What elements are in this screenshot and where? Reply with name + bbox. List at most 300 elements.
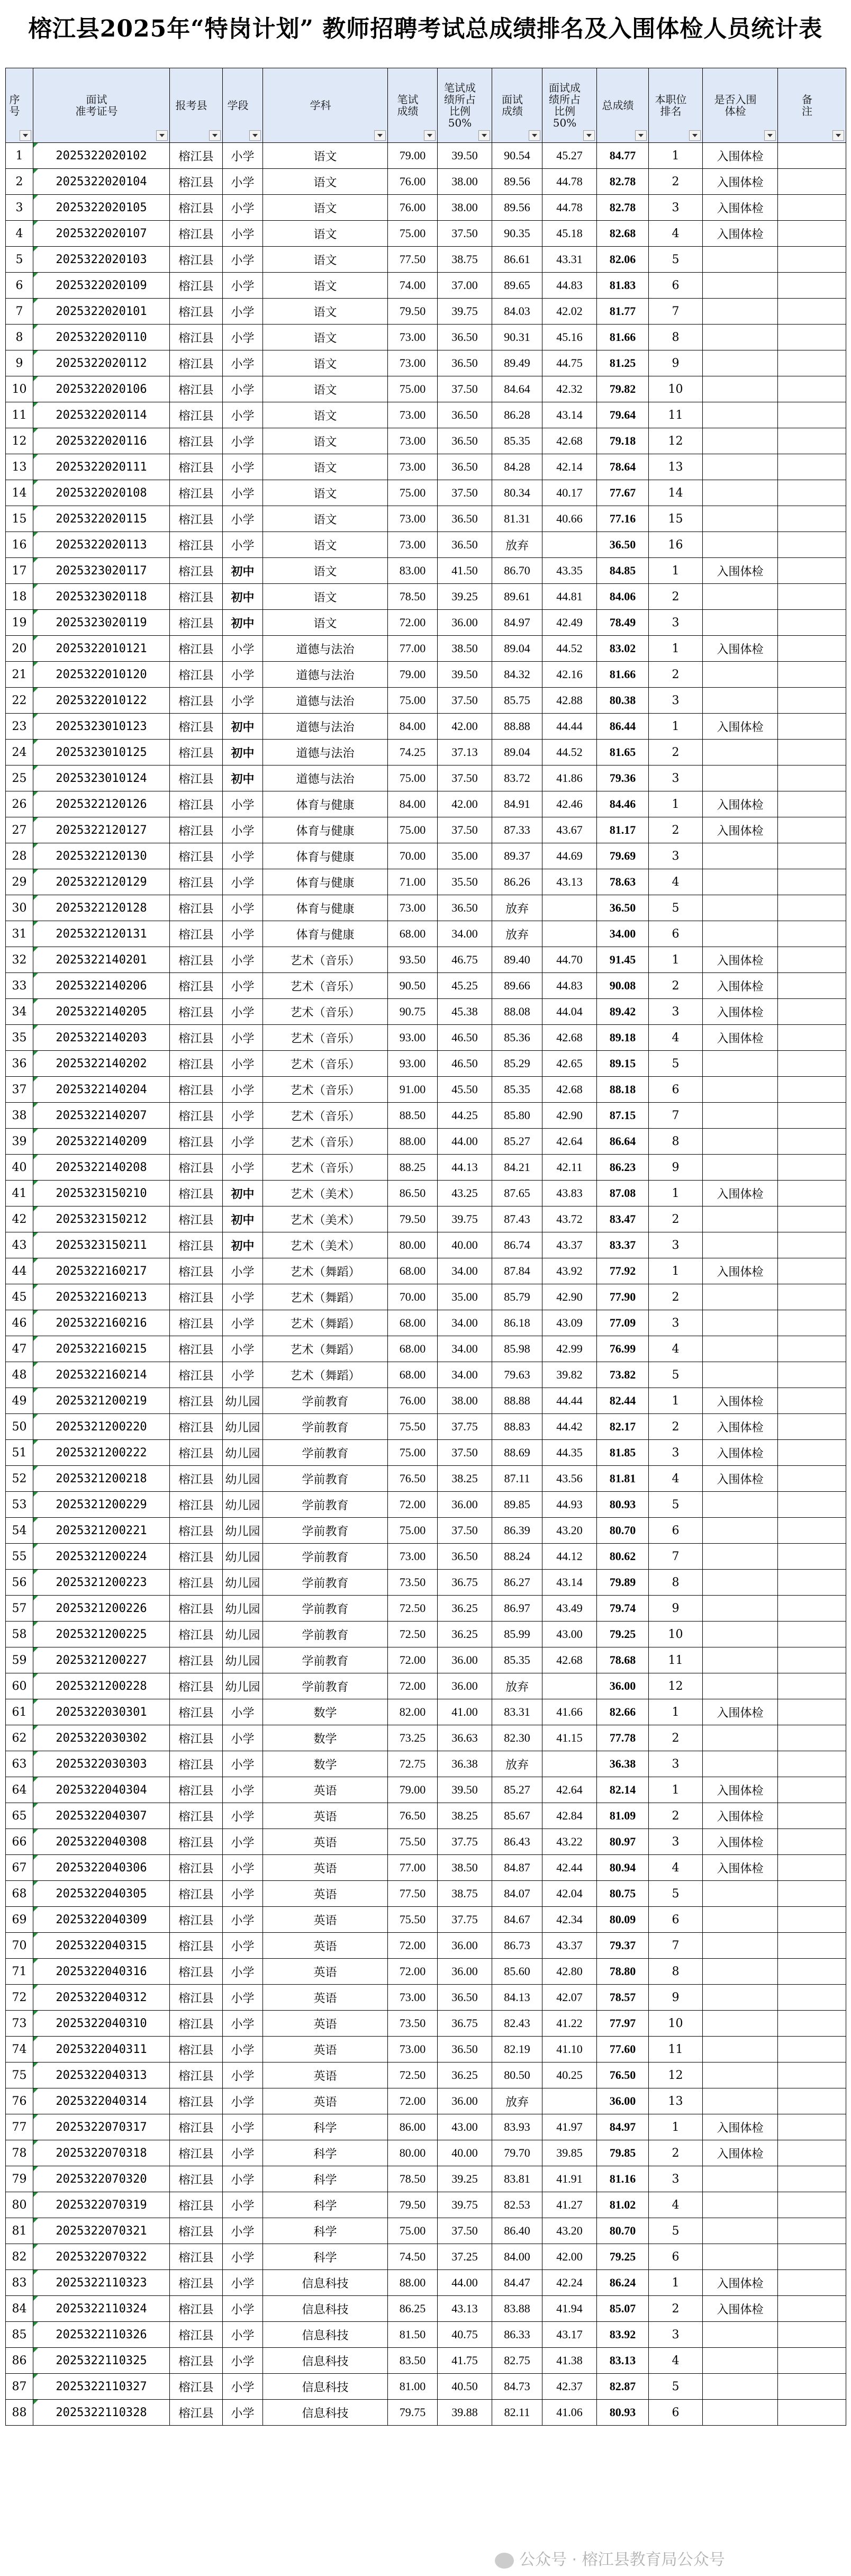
cell-written-score[interactable]: 79.75 bbox=[388, 2400, 438, 2426]
cell-county[interactable]: 榕江县 bbox=[170, 247, 223, 273]
cell-subject[interactable]: 英语 bbox=[263, 1933, 388, 1959]
cell-written-score[interactable]: 79.00 bbox=[388, 1777, 438, 1803]
cell-seq[interactable]: 88 bbox=[6, 2400, 33, 2426]
cell-total[interactable]: 85.07 bbox=[597, 2296, 649, 2322]
cell-physical-exam[interactable] bbox=[703, 1751, 778, 1777]
cell-rank[interactable]: 5 bbox=[649, 895, 703, 921]
filter-dropdown-icon[interactable] bbox=[156, 130, 168, 141]
cell-written-50[interactable]: 42.00 bbox=[438, 791, 492, 817]
cell-subject[interactable]: 学前教育 bbox=[263, 1492, 388, 1518]
cell-seq[interactable]: 69 bbox=[6, 1907, 33, 1933]
cell-county[interactable]: 榕江县 bbox=[170, 454, 223, 480]
cell-seq[interactable]: 55 bbox=[6, 1544, 33, 1570]
cell-written-50[interactable]: 37.75 bbox=[438, 1829, 492, 1855]
cell-interview-50[interactable]: 43.13 bbox=[542, 869, 597, 895]
cell-total[interactable]: 80.93 bbox=[597, 1492, 649, 1518]
cell-remark[interactable] bbox=[778, 1725, 846, 1751]
cell-rank[interactable]: 11 bbox=[649, 2037, 703, 2062]
cell-written-50[interactable]: 37.50 bbox=[438, 376, 492, 402]
cell-written-50[interactable]: 37.50 bbox=[438, 688, 492, 714]
cell-total[interactable]: 89.18 bbox=[597, 1025, 649, 1051]
cell-seq[interactable]: 53 bbox=[6, 1492, 33, 1518]
cell-exam-id[interactable]: 2025322120128 bbox=[33, 895, 170, 921]
cell-rank[interactable]: 3 bbox=[649, 1310, 703, 1336]
cell-written-50[interactable]: 37.50 bbox=[438, 221, 492, 247]
cell-written-score[interactable]: 72.50 bbox=[388, 1596, 438, 1622]
cell-county[interactable]: 榕江县 bbox=[170, 1881, 223, 1907]
cell-written-score[interactable]: 70.00 bbox=[388, 843, 438, 869]
cell-remark[interactable] bbox=[778, 1414, 846, 1440]
cell-total[interactable]: 81.02 bbox=[597, 2192, 649, 2218]
cell-interview-score[interactable]: 83.93 bbox=[492, 2114, 542, 2140]
cell-subject[interactable]: 科学 bbox=[263, 2192, 388, 2218]
cell-total[interactable]: 81.81 bbox=[597, 1466, 649, 1492]
cell-written-50[interactable]: 44.13 bbox=[438, 1155, 492, 1181]
cell-stage[interactable]: 小学 bbox=[223, 1336, 263, 1362]
cell-exam-id[interactable]: 2025322010122 bbox=[33, 688, 170, 714]
cell-exam-id[interactable]: 2025322020114 bbox=[33, 402, 170, 428]
cell-interview-score[interactable]: 85.80 bbox=[492, 1103, 542, 1129]
cell-county[interactable]: 榕江县 bbox=[170, 1129, 223, 1155]
cell-remark[interactable] bbox=[778, 2166, 846, 2192]
cell-physical-exam[interactable]: 入围体检 bbox=[703, 1181, 778, 1206]
cell-remark[interactable] bbox=[778, 143, 846, 169]
cell-county[interactable]: 榕江县 bbox=[170, 1544, 223, 1570]
cell-county[interactable]: 榕江县 bbox=[170, 2218, 223, 2244]
cell-interview-50[interactable]: 43.92 bbox=[542, 1258, 597, 1284]
cell-exam-id[interactable]: 2025321200219 bbox=[33, 1388, 170, 1414]
cell-seq[interactable]: 80 bbox=[6, 2192, 33, 2218]
filter-dropdown-icon[interactable] bbox=[20, 130, 31, 141]
cell-exam-id[interactable]: 2025322160216 bbox=[33, 1310, 170, 1336]
cell-interview-score[interactable]: 85.67 bbox=[492, 1803, 542, 1829]
cell-written-50[interactable]: 39.25 bbox=[438, 2166, 492, 2192]
cell-rank[interactable]: 16 bbox=[649, 532, 703, 558]
cell-seq[interactable]: 15 bbox=[6, 506, 33, 532]
cell-seq[interactable]: 11 bbox=[6, 402, 33, 428]
cell-county[interactable]: 榕江县 bbox=[170, 895, 223, 921]
cell-exam-id[interactable]: 2025321200223 bbox=[33, 1570, 170, 1596]
cell-written-score[interactable]: 81.00 bbox=[388, 2374, 438, 2400]
cell-county[interactable]: 榕江县 bbox=[170, 2140, 223, 2166]
cell-physical-exam[interactable] bbox=[703, 480, 778, 506]
cell-stage[interactable]: 幼儿园 bbox=[223, 1647, 263, 1673]
cell-written-50[interactable]: 36.50 bbox=[438, 402, 492, 428]
cell-physical-exam[interactable] bbox=[703, 2400, 778, 2426]
cell-seq[interactable]: 44 bbox=[6, 1258, 33, 1284]
cell-subject[interactable]: 语文 bbox=[263, 143, 388, 169]
cell-stage[interactable]: 小学 bbox=[223, 299, 263, 325]
cell-subject[interactable]: 学前教育 bbox=[263, 1622, 388, 1647]
cell-rank[interactable]: 1 bbox=[649, 1777, 703, 1803]
cell-written-score[interactable]: 75.00 bbox=[388, 817, 438, 843]
cell-remark[interactable] bbox=[778, 2114, 846, 2140]
cell-stage[interactable]: 小学 bbox=[223, 1077, 263, 1103]
cell-seq[interactable]: 23 bbox=[6, 714, 33, 740]
cell-total[interactable]: 80.38 bbox=[597, 688, 649, 714]
cell-exam-id[interactable]: 2025323020118 bbox=[33, 584, 170, 610]
cell-physical-exam[interactable]: 入围体检 bbox=[703, 2114, 778, 2140]
cell-physical-exam[interactable]: 入围体检 bbox=[703, 1803, 778, 1829]
cell-stage[interactable]: 小学 bbox=[223, 1907, 263, 1933]
cell-subject[interactable]: 英语 bbox=[263, 2088, 388, 2114]
cell-subject[interactable]: 道德与法治 bbox=[263, 662, 388, 688]
cell-stage[interactable]: 小学 bbox=[223, 2322, 263, 2348]
cell-rank[interactable]: 3 bbox=[649, 195, 703, 221]
cell-stage[interactable]: 初中 bbox=[223, 740, 263, 765]
cell-physical-exam[interactable]: 入围体检 bbox=[703, 817, 778, 843]
cell-seq[interactable]: 30 bbox=[6, 895, 33, 921]
cell-remark[interactable] bbox=[778, 636, 846, 662]
cell-interview-50[interactable]: 41.66 bbox=[542, 1699, 597, 1725]
cell-written-score[interactable]: 90.75 bbox=[388, 999, 438, 1025]
cell-interview-50[interactable]: 41.91 bbox=[542, 2166, 597, 2192]
cell-total[interactable]: 86.44 bbox=[597, 714, 649, 740]
cell-rank[interactable]: 4 bbox=[649, 869, 703, 895]
cell-stage[interactable]: 小学 bbox=[223, 1751, 263, 1777]
cell-subject[interactable]: 学前教育 bbox=[263, 1544, 388, 1570]
cell-remark[interactable] bbox=[778, 2088, 846, 2114]
cell-written-score[interactable]: 68.00 bbox=[388, 1258, 438, 1284]
cell-rank[interactable]: 3 bbox=[649, 843, 703, 869]
cell-subject[interactable]: 信息科技 bbox=[263, 2400, 388, 2426]
cell-written-score[interactable]: 76.50 bbox=[388, 1803, 438, 1829]
cell-written-50[interactable]: 39.75 bbox=[438, 2192, 492, 2218]
cell-stage[interactable]: 小学 bbox=[223, 2244, 263, 2270]
cell-written-score[interactable]: 72.00 bbox=[388, 1673, 438, 1699]
cell-interview-50[interactable]: 42.02 bbox=[542, 299, 597, 325]
cell-remark[interactable] bbox=[778, 1232, 846, 1258]
cell-county[interactable]: 榕江县 bbox=[170, 506, 223, 532]
cell-interview-score[interactable]: 86.74 bbox=[492, 1232, 542, 1258]
cell-subject[interactable]: 英语 bbox=[263, 1959, 388, 1985]
cell-total[interactable]: 77.97 bbox=[597, 2011, 649, 2037]
cell-interview-50[interactable]: 44.83 bbox=[542, 973, 597, 999]
cell-physical-exam[interactable] bbox=[703, 1284, 778, 1310]
cell-interview-50[interactable] bbox=[542, 532, 597, 558]
filter-dropdown-icon[interactable] bbox=[635, 130, 647, 141]
cell-county[interactable]: 榕江县 bbox=[170, 1440, 223, 1466]
cell-exam-id[interactable]: 2025322160217 bbox=[33, 1258, 170, 1284]
cell-written-50[interactable]: 36.50 bbox=[438, 428, 492, 454]
cell-total[interactable]: 78.64 bbox=[597, 454, 649, 480]
cell-written-50[interactable]: 36.75 bbox=[438, 2011, 492, 2037]
cell-written-score[interactable]: 88.00 bbox=[388, 1129, 438, 1155]
cell-county[interactable]: 榕江县 bbox=[170, 480, 223, 506]
cell-stage[interactable]: 小学 bbox=[223, 2114, 263, 2140]
cell-seq[interactable]: 46 bbox=[6, 1310, 33, 1336]
cell-interview-score[interactable]: 83.88 bbox=[492, 2296, 542, 2322]
cell-interview-50[interactable]: 42.84 bbox=[542, 1803, 597, 1829]
cell-written-score[interactable]: 75.00 bbox=[388, 480, 438, 506]
cell-written-50[interactable]: 37.50 bbox=[438, 480, 492, 506]
cell-interview-score[interactable]: 84.21 bbox=[492, 1155, 542, 1181]
cell-county[interactable]: 榕江县 bbox=[170, 610, 223, 636]
cell-seq[interactable]: 26 bbox=[6, 791, 33, 817]
cell-exam-id[interactable]: 2025322040316 bbox=[33, 1959, 170, 1985]
cell-physical-exam[interactable] bbox=[703, 1570, 778, 1596]
cell-county[interactable]: 榕江县 bbox=[170, 2011, 223, 2037]
cell-interview-50[interactable]: 42.46 bbox=[542, 791, 597, 817]
cell-written-score[interactable]: 79.50 bbox=[388, 1206, 438, 1232]
cell-written-50[interactable]: 36.50 bbox=[438, 350, 492, 376]
cell-interview-score[interactable]: 85.60 bbox=[492, 1959, 542, 1985]
cell-interview-score[interactable]: 88.69 bbox=[492, 1440, 542, 1466]
cell-written-score[interactable]: 74.50 bbox=[388, 2244, 438, 2270]
cell-subject[interactable]: 科学 bbox=[263, 2140, 388, 2166]
cell-county[interactable]: 榕江县 bbox=[170, 350, 223, 376]
cell-written-50[interactable]: 43.13 bbox=[438, 2296, 492, 2322]
cell-written-score[interactable]: 75.50 bbox=[388, 1907, 438, 1933]
cell-written-50[interactable]: 39.50 bbox=[438, 1777, 492, 1803]
cell-written-score[interactable]: 72.75 bbox=[388, 1751, 438, 1777]
cell-written-50[interactable]: 46.50 bbox=[438, 1051, 492, 1077]
cell-interview-score[interactable]: 89.04 bbox=[492, 636, 542, 662]
cell-exam-id[interactable]: 2025323020119 bbox=[33, 610, 170, 636]
cell-written-score[interactable]: 73.00 bbox=[388, 350, 438, 376]
cell-interview-50[interactable]: 44.83 bbox=[542, 273, 597, 299]
cell-interview-50[interactable]: 44.35 bbox=[542, 1440, 597, 1466]
cell-written-50[interactable]: 35.50 bbox=[438, 869, 492, 895]
cell-physical-exam[interactable]: 入围体检 bbox=[703, 973, 778, 999]
cell-interview-50[interactable]: 42.16 bbox=[542, 662, 597, 688]
cell-written-50[interactable]: 46.50 bbox=[438, 1025, 492, 1051]
cell-interview-score[interactable]: 85.35 bbox=[492, 428, 542, 454]
cell-total[interactable]: 78.49 bbox=[597, 610, 649, 636]
cell-written-50[interactable]: 45.25 bbox=[438, 973, 492, 999]
cell-written-50[interactable]: 38.00 bbox=[438, 169, 492, 195]
cell-interview-50[interactable]: 43.56 bbox=[542, 1466, 597, 1492]
cell-subject[interactable]: 英语 bbox=[263, 1907, 388, 1933]
cell-written-score[interactable]: 73.00 bbox=[388, 532, 438, 558]
cell-physical-exam[interactable] bbox=[703, 1336, 778, 1362]
cell-interview-50[interactable]: 41.10 bbox=[542, 2037, 597, 2062]
cell-seq[interactable]: 43 bbox=[6, 1232, 33, 1258]
cell-written-50[interactable]: 36.50 bbox=[438, 1985, 492, 2011]
cell-county[interactable]: 榕江县 bbox=[170, 2088, 223, 2114]
cell-rank[interactable]: 6 bbox=[649, 2400, 703, 2426]
cell-written-score[interactable]: 82.00 bbox=[388, 1699, 438, 1725]
cell-exam-id[interactable]: 2025322120127 bbox=[33, 817, 170, 843]
cell-rank[interactable]: 5 bbox=[649, 247, 703, 273]
cell-exam-id[interactable]: 2025322110324 bbox=[33, 2296, 170, 2322]
cell-physical-exam[interactable] bbox=[703, 1907, 778, 1933]
cell-written-50[interactable]: 36.38 bbox=[438, 1751, 492, 1777]
cell-remark[interactable] bbox=[778, 2374, 846, 2400]
cell-interview-50[interactable]: 41.97 bbox=[542, 2114, 597, 2140]
cell-interview-50[interactable]: 45.16 bbox=[542, 325, 597, 350]
cell-interview-score[interactable]: 80.50 bbox=[492, 2062, 542, 2088]
cell-seq[interactable]: 51 bbox=[6, 1440, 33, 1466]
cell-interview-score[interactable]: 79.70 bbox=[492, 2140, 542, 2166]
cell-written-50[interactable]: 36.50 bbox=[438, 1544, 492, 1570]
cell-stage[interactable]: 初中 bbox=[223, 714, 263, 740]
cell-county[interactable]: 榕江县 bbox=[170, 1492, 223, 1518]
cell-exam-id[interactable]: 2025322110328 bbox=[33, 2400, 170, 2426]
cell-total[interactable]: 77.78 bbox=[597, 1725, 649, 1751]
cell-rank[interactable]: 1 bbox=[649, 1181, 703, 1206]
cell-interview-50[interactable]: 42.68 bbox=[542, 428, 597, 454]
cell-written-score[interactable]: 73.00 bbox=[388, 1544, 438, 1570]
cell-written-score[interactable]: 73.00 bbox=[388, 402, 438, 428]
cell-rank[interactable]: 4 bbox=[649, 221, 703, 247]
cell-rank[interactable]: 2 bbox=[649, 1206, 703, 1232]
cell-rank[interactable]: 3 bbox=[649, 1829, 703, 1855]
cell-stage[interactable]: 小学 bbox=[223, 1310, 263, 1336]
cell-written-50[interactable]: 37.75 bbox=[438, 1907, 492, 1933]
cell-physical-exam[interactable] bbox=[703, 2192, 778, 2218]
cell-interview-score[interactable]: 84.13 bbox=[492, 1985, 542, 2011]
cell-county[interactable]: 榕江县 bbox=[170, 1829, 223, 1855]
cell-subject[interactable]: 信息科技 bbox=[263, 2348, 388, 2374]
cell-interview-score[interactable]: 89.61 bbox=[492, 584, 542, 610]
cell-total[interactable]: 82.14 bbox=[597, 1777, 649, 1803]
cell-interview-score[interactable]: 79.63 bbox=[492, 1362, 542, 1388]
cell-stage[interactable]: 小学 bbox=[223, 1985, 263, 2011]
cell-rank[interactable]: 15 bbox=[649, 506, 703, 532]
cell-interview-score[interactable]: 放弃 bbox=[492, 532, 542, 558]
cell-total[interactable]: 79.69 bbox=[597, 843, 649, 869]
cell-total[interactable]: 90.08 bbox=[597, 973, 649, 999]
cell-written-score[interactable]: 79.50 bbox=[388, 2192, 438, 2218]
cell-total[interactable]: 76.99 bbox=[597, 1336, 649, 1362]
cell-subject[interactable]: 体育与健康 bbox=[263, 869, 388, 895]
cell-seq[interactable]: 13 bbox=[6, 454, 33, 480]
cell-stage[interactable]: 小学 bbox=[223, 2400, 263, 2426]
cell-written-score[interactable]: 75.00 bbox=[388, 765, 438, 791]
cell-total[interactable]: 82.68 bbox=[597, 221, 649, 247]
cell-interview-score[interactable]: 83.31 bbox=[492, 1699, 542, 1725]
cell-rank[interactable]: 4 bbox=[649, 1336, 703, 1362]
cell-written-50[interactable]: 44.25 bbox=[438, 1103, 492, 1129]
cell-interview-50[interactable] bbox=[542, 1673, 597, 1699]
cell-written-score[interactable]: 93.00 bbox=[388, 1051, 438, 1077]
cell-exam-id[interactable]: 2025323010123 bbox=[33, 714, 170, 740]
cell-remark[interactable] bbox=[778, 273, 846, 299]
cell-seq[interactable]: 28 bbox=[6, 843, 33, 869]
cell-interview-50[interactable]: 45.18 bbox=[542, 221, 597, 247]
cell-seq[interactable]: 70 bbox=[6, 1933, 33, 1959]
cell-interview-50[interactable] bbox=[542, 1751, 597, 1777]
cell-interview-score[interactable]: 82.53 bbox=[492, 2192, 542, 2218]
cell-interview-score[interactable]: 82.19 bbox=[492, 2037, 542, 2062]
cell-total[interactable]: 80.70 bbox=[597, 1518, 649, 1544]
cell-interview-50[interactable]: 41.38 bbox=[542, 2348, 597, 2374]
cell-remark[interactable] bbox=[778, 506, 846, 532]
cell-seq[interactable]: 74 bbox=[6, 2037, 33, 2062]
cell-interview-score[interactable]: 88.24 bbox=[492, 1544, 542, 1570]
cell-seq[interactable]: 82 bbox=[6, 2244, 33, 2270]
cell-remark[interactable] bbox=[778, 402, 846, 428]
cell-subject[interactable]: 道德与法治 bbox=[263, 636, 388, 662]
cell-remark[interactable] bbox=[778, 1206, 846, 1232]
cell-total[interactable]: 77.60 bbox=[597, 2037, 649, 2062]
cell-interview-score[interactable]: 89.66 bbox=[492, 973, 542, 999]
cell-rank[interactable]: 1 bbox=[649, 947, 703, 973]
cell-written-score[interactable]: 90.50 bbox=[388, 973, 438, 999]
cell-remark[interactable] bbox=[778, 1025, 846, 1051]
cell-stage[interactable]: 小学 bbox=[223, 402, 263, 428]
cell-exam-id[interactable]: 2025321200224 bbox=[33, 1544, 170, 1570]
cell-interview-score[interactable]: 84.67 bbox=[492, 1907, 542, 1933]
cell-rank[interactable]: 3 bbox=[649, 610, 703, 636]
cell-exam-id[interactable]: 2025322040310 bbox=[33, 2011, 170, 2037]
cell-written-50[interactable]: 40.75 bbox=[438, 2322, 492, 2348]
cell-subject[interactable]: 道德与法治 bbox=[263, 688, 388, 714]
cell-remark[interactable] bbox=[778, 2348, 846, 2374]
cell-interview-50[interactable]: 40.25 bbox=[542, 2062, 597, 2088]
cell-stage[interactable]: 幼儿园 bbox=[223, 1466, 263, 1492]
cell-interview-score[interactable]: 87.33 bbox=[492, 817, 542, 843]
cell-rank[interactable]: 2 bbox=[649, 973, 703, 999]
cell-total[interactable]: 81.66 bbox=[597, 325, 649, 350]
cell-interview-50[interactable]: 42.65 bbox=[542, 1051, 597, 1077]
cell-stage[interactable]: 小学 bbox=[223, 376, 263, 402]
cell-written-score[interactable]: 77.00 bbox=[388, 1855, 438, 1881]
cell-written-score[interactable]: 73.00 bbox=[388, 325, 438, 350]
cell-remark[interactable] bbox=[778, 2270, 846, 2296]
cell-interview-50[interactable]: 43.20 bbox=[542, 1518, 597, 1544]
cell-total[interactable]: 81.16 bbox=[597, 2166, 649, 2192]
cell-interview-50[interactable]: 42.14 bbox=[542, 454, 597, 480]
cell-stage[interactable]: 小学 bbox=[223, 1155, 263, 1181]
cell-county[interactable]: 榕江县 bbox=[170, 1077, 223, 1103]
cell-interview-score[interactable]: 85.29 bbox=[492, 1051, 542, 1077]
cell-remark[interactable] bbox=[778, 1777, 846, 1803]
filter-dropdown-icon[interactable] bbox=[764, 130, 776, 141]
cell-exam-id[interactable]: 2025323150211 bbox=[33, 1232, 170, 1258]
cell-written-50[interactable]: 38.00 bbox=[438, 195, 492, 221]
cell-interview-score[interactable]: 85.98 bbox=[492, 1336, 542, 1362]
cell-stage[interactable]: 小学 bbox=[223, 1025, 263, 1051]
filter-dropdown-icon[interactable] bbox=[529, 130, 540, 141]
cell-written-score[interactable]: 83.50 bbox=[388, 2348, 438, 2374]
cell-written-50[interactable]: 45.50 bbox=[438, 1077, 492, 1103]
cell-physical-exam[interactable]: 入围体检 bbox=[703, 791, 778, 817]
cell-seq[interactable]: 84 bbox=[6, 2296, 33, 2322]
cell-written-50[interactable]: 39.75 bbox=[438, 1206, 492, 1232]
cell-total[interactable]: 82.78 bbox=[597, 169, 649, 195]
cell-subject[interactable]: 艺术（音乐） bbox=[263, 947, 388, 973]
cell-physical-exam[interactable] bbox=[703, 299, 778, 325]
cell-written-50[interactable]: 34.00 bbox=[438, 1310, 492, 1336]
cell-county[interactable]: 榕江县 bbox=[170, 1155, 223, 1181]
cell-exam-id[interactable]: 2025321200227 bbox=[33, 1647, 170, 1673]
cell-subject[interactable]: 学前教育 bbox=[263, 1673, 388, 1699]
cell-physical-exam[interactable] bbox=[703, 1725, 778, 1751]
cell-rank[interactable]: 5 bbox=[649, 2374, 703, 2400]
cell-written-score[interactable]: 80.00 bbox=[388, 1232, 438, 1258]
filter-dropdown-icon[interactable] bbox=[832, 130, 844, 141]
cell-remark[interactable] bbox=[778, 1829, 846, 1855]
cell-interview-score[interactable]: 88.88 bbox=[492, 1388, 542, 1414]
cell-remark[interactable] bbox=[778, 2322, 846, 2348]
cell-written-score[interactable]: 75.00 bbox=[388, 2218, 438, 2244]
cell-rank[interactable]: 2 bbox=[649, 2296, 703, 2322]
cell-interview-50[interactable]: 43.35 bbox=[542, 558, 597, 584]
cell-physical-exam[interactable]: 入围体检 bbox=[703, 169, 778, 195]
cell-seq[interactable]: 42 bbox=[6, 1206, 33, 1232]
cell-exam-id[interactable]: 2025322020105 bbox=[33, 195, 170, 221]
cell-physical-exam[interactable] bbox=[703, 1985, 778, 2011]
cell-total[interactable]: 80.97 bbox=[597, 1829, 649, 1855]
cell-remark[interactable] bbox=[778, 1544, 846, 1570]
cell-county[interactable]: 榕江县 bbox=[170, 765, 223, 791]
cell-rank[interactable]: 1 bbox=[649, 714, 703, 740]
cell-written-50[interactable]: 40.00 bbox=[438, 1232, 492, 1258]
cell-physical-exam[interactable]: 入围体检 bbox=[703, 1025, 778, 1051]
cell-physical-exam[interactable]: 入围体检 bbox=[703, 1258, 778, 1284]
